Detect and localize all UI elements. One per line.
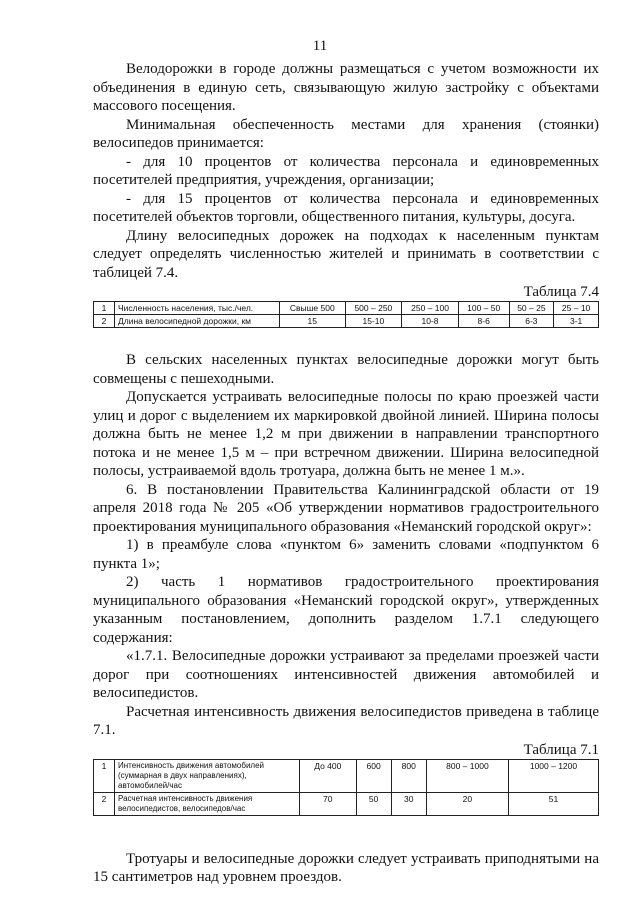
table-cell: 1000 – 1200 — [508, 759, 598, 792]
table-row — [94, 759, 599, 792]
section-paragraphs-1 — [93, 60, 599, 282]
table-7-4 — [93, 301, 599, 328]
paragraph: В сельских населенных пунктах велосипедные дорожки могут быть совмещены с пешеходными. — [93, 352, 599, 387]
paragraph: Тротуары и велосипедные дорожки следует устраивать приподнятыми на 15 сантиметров над уровнем проездов. — [93, 850, 599, 885]
paragraph: 6. В постановлении Правительства Калининградской области от 19 апреля 2018 года № 205 «Об утверждении нормативов градостроительного проектирования муниципального образования «Неманский городской округ»: — [93, 481, 599, 535]
table-cell: 25 – 10 — [554, 302, 599, 315]
table-cell: 20 — [426, 792, 508, 815]
paragraph: «1.7.1. Велосипедные дорожки устраивают за пределами проезжей части дорог при соотношениях интенсивностей движения автомобилей и велосипедистов. — [93, 648, 599, 701]
paragraph: Велодорожки в городе должны размещаться с учетом возможности их объединения в единую сеть, связывающую жилую застройку с объектами массового посещения. — [93, 61, 599, 114]
table-cell: Свыше 500 — [280, 302, 346, 315]
table-cell: 51 — [508, 792, 598, 815]
table-7-4-caption: Таблица 7.4 — [523, 284, 599, 300]
table-cell: 8-6 — [458, 315, 509, 328]
table-row — [94, 792, 599, 815]
paragraph: Расчетная интенсивность движения велосипедистов приведена в таблице 7.1. — [93, 703, 599, 738]
table-row — [94, 315, 599, 328]
table-cell: 6-3 — [509, 315, 554, 328]
table-cell: Расчетная интенсивность движения велосипедистов, велосипедов/час — [115, 792, 300, 815]
table-cell: До 400 — [300, 759, 357, 792]
table-cell: 800 – 1000 — [426, 759, 508, 792]
table-cell: 10-8 — [402, 315, 459, 328]
table-cell: 2 — [94, 792, 115, 815]
table-cell: 1 — [94, 302, 115, 315]
table-cell: 50 — [356, 792, 391, 815]
table-cell: 3-1 — [554, 315, 599, 328]
paragraph: Допускается устраивать велосипедные полосы по краю проезжей части улиц и дорог с выделением их маркировкой двойной линией. Ширина полосы должна быть не менее 1,2 м при движении в направлении транспортного потока и не менее 1,5 м – при встречном движении. Ширина велосипедной полосы, устраиваемой вдоль тротуара, должна быть не менее 1 м.». — [93, 389, 599, 479]
table-cell: 2 — [94, 315, 115, 328]
paragraph: Минимальная обеспеченность местами для хранения (стоянки) велосипедов принимается: — [93, 116, 599, 151]
table-7-1-caption: Таблица 7.1 — [523, 741, 599, 758]
table-cell: 15 — [280, 315, 346, 328]
table-cell: 100 – 50 — [458, 302, 509, 315]
page-number: 11 — [312, 38, 328, 54]
paragraph: 1) в преамбуле слова «пунктом 6» заменить словами «подпунктом 6 пункта 1»; — [93, 537, 599, 572]
table-cell: Интенсивность движения автомобилей (суммарная в двух направлениях), автомобилей/час — [115, 759, 300, 792]
table-cell: 30 — [391, 792, 426, 815]
document-body — [93, 60, 599, 887]
table-cell: 70 — [300, 792, 357, 815]
table-cell: 800 — [391, 759, 426, 792]
table-cell: 50 – 25 — [509, 302, 554, 315]
paragraph: - для 15 процентов от количества персонала и единовременных посетителей объектов торговли, общественного питания, культуры, досуга. — [93, 190, 599, 225]
section-paragraphs-3 — [93, 850, 599, 887]
paragraph: 2) часть 1 нормативов градостроительного проектирования муниципального образования «Неманский городской округ», утвержденных указанным постановлением, дополнить разделом 1.7.1 следующего содержания: — [93, 574, 599, 646]
table-cell: 500 – 250 — [345, 302, 402, 315]
table-cell: Длина велосипедной дорожки, км — [115, 315, 280, 328]
table-cell: 250 – 100 — [402, 302, 459, 315]
table-cell: 600 — [356, 759, 391, 792]
table-cell: 15-10 — [345, 315, 402, 328]
table-row — [94, 302, 599, 315]
table-cell: 1 — [94, 759, 115, 792]
paragraph: - для 10 процентов от количества персонала и единовременных посетителей предприятия, учреждения, организации; — [93, 153, 599, 188]
section-paragraphs-2 — [93, 351, 599, 740]
table-cell: Численность населения, тыс./чел. — [115, 302, 280, 315]
table-7-1 — [93, 759, 599, 816]
paragraph: Длину велосипедных дорожек на подходах к населенным пунктам следует определять численностью жителей и принимать в соответствии с таблицей 7.4. — [93, 227, 599, 281]
